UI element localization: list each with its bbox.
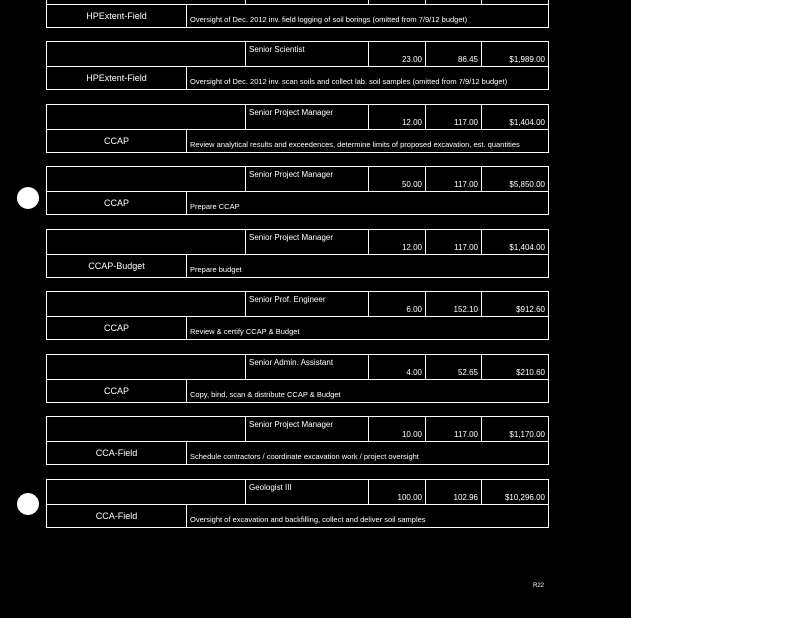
role-cell: Senior Scientist — [249, 45, 305, 54]
hours-cell: 4.00 — [406, 368, 422, 377]
amount-cell: $1,170.00 — [509, 430, 545, 439]
amount-cell: $210.60 — [516, 368, 545, 377]
rate-cell: 152.10 — [453, 305, 478, 314]
table-row — [46, 166, 549, 215]
amount-cell: $1,404.00 — [509, 243, 545, 252]
task-description: Oversight of Dec. 2012 inv. scan soils and collect lab. soil samples (omitted from 7/9/12 budget) — [190, 77, 508, 86]
hours-cell: 12.00 — [401, 243, 422, 252]
task-description: Prepare budget — [190, 265, 242, 274]
table-row — [46, 479, 549, 528]
task-code: CCA-Field — [95, 448, 138, 458]
table-row — [46, 229, 549, 278]
task-code: HPExtent-Field — [86, 73, 147, 83]
task-code: CCA-Field — [95, 511, 138, 521]
hours-cell: 10.00 — [401, 430, 422, 439]
task-code: CCAP — [103, 198, 129, 208]
rate-cell: 117.00 — [454, 430, 478, 439]
rate-cell: 102.96 — [453, 493, 478, 502]
hours-cell: 50.00 — [401, 180, 422, 189]
task-code: HPExtent-Field — [86, 11, 147, 21]
task-description: Copy, bind, scan & distribute CCAP & Budget — [190, 390, 341, 399]
task-code: CCAP-Budget — [88, 261, 145, 271]
task-code: CCAP — [103, 136, 129, 146]
task-description: Oversight of Dec. 2012 inv. field logging of soil borings (omitted from 7/9/12 budget) — [190, 15, 468, 24]
task-code: CCAP — [103, 323, 129, 333]
table-row — [46, 104, 549, 153]
rate-cell: 117.00 — [454, 243, 478, 252]
task-code: CCAP — [103, 386, 129, 396]
table-row — [46, 291, 549, 340]
task-description: Review & certify CCAP & Budget — [190, 327, 300, 336]
amount-cell: $912.60 — [516, 305, 545, 314]
rate-cell: 117.00 — [454, 180, 478, 189]
hours-cell: 6.00 — [406, 305, 422, 314]
task-description: Review analytical results and exceedences, determine limits of proposed excavation, est. quantities — [190, 140, 520, 149]
amount-cell: $10,296.00 — [504, 493, 545, 502]
role-cell: Senior Project Manager — [249, 108, 334, 117]
hours-cell: 100.00 — [397, 493, 422, 502]
punch-hole-icon — [17, 187, 39, 209]
rate-cell: 86.45 — [457, 55, 478, 64]
punch-hole-icon — [17, 493, 39, 515]
page-footer-mark: R22 — [532, 583, 544, 589]
table-row — [46, 416, 549, 465]
hours-cell: 23.00 — [401, 55, 422, 64]
hours-cell: 12.00 — [401, 118, 422, 127]
role-cell: Senior Admin. Assistant — [249, 358, 334, 367]
role-cell: Geologist III — [249, 483, 292, 492]
rate-cell: 52.65 — [457, 368, 478, 377]
role-cell: Senior Project Manager — [249, 420, 334, 429]
amount-cell: $1,989.00 — [509, 55, 545, 64]
amount-cell: $1,404.00 — [509, 118, 545, 127]
table-row — [46, 0, 549, 28]
rate-cell: 117.00 — [454, 118, 478, 127]
table-row — [46, 354, 549, 403]
table-row — [46, 41, 549, 90]
task-description: Oversight of excavation and backfilling, collect and deliver soil samples — [190, 515, 426, 524]
task-description: Schedule contractors / coordinate excavation work / project oversight — [190, 452, 419, 461]
task-description: Prepare CCAP — [190, 202, 240, 211]
role-cell: Senior Project Manager — [249, 233, 334, 242]
amount-cell: $5,850.00 — [509, 180, 545, 189]
role-cell: Senior Prof. Engineer — [249, 295, 326, 304]
role-cell: Senior Project Manager — [249, 170, 334, 179]
